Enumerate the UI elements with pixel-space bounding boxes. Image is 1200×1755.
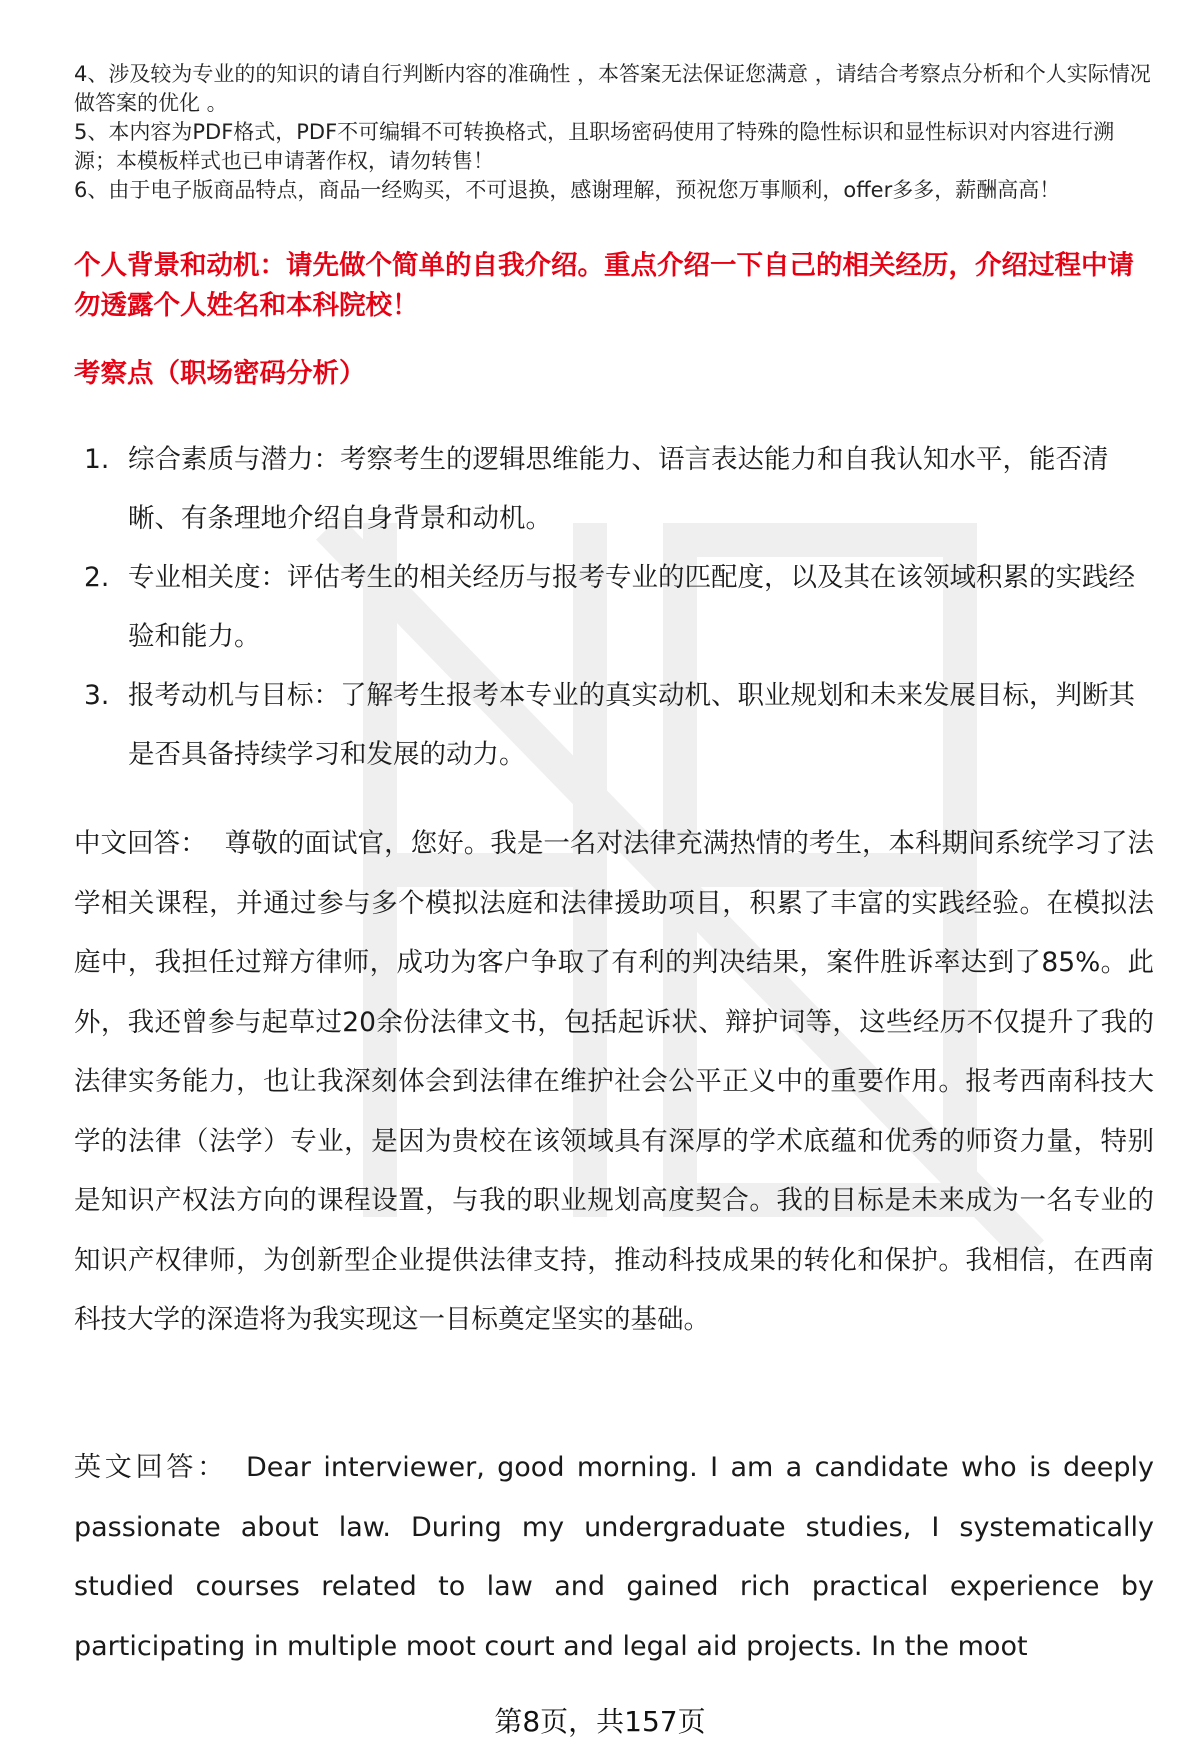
key-point-text: 综合素质与潜力：考察考生的逻辑思维能力、语言表达能力和自我认知水平，能否清晰、有条理地介绍自身背景和动机。	[128, 444, 1109, 534]
key-point-item	[74, 666, 1154, 784]
english-answer-text: Dear interviewer, good morning. I am a candidate who is deeply passionate about law. During my undergraduate studies, I systematically studied courses related to law and gained rich practical experience by participating in multiple moot court and legal aid projects. In the moot	[74, 1452, 1154, 1662]
question-heading: 个人背景和动机：请先做个简单的自我介绍。重点介绍一下自己的相关经历，介绍过程中请勿透露个人姓名和本科院校！	[74, 250, 1134, 321]
page-number-footer: 第8页，共157页	[494, 1705, 706, 1738]
notes-section	[74, 60, 1154, 205]
english-answer-label: 英文回答：	[74, 1452, 228, 1483]
chinese-answer-label: 中文回答：	[74, 828, 207, 859]
english-answer	[74, 1438, 1154, 1676]
key-point-number: 3.	[84, 680, 110, 711]
chinese-answer-text: 尊敬的面试官，您好。我是一名对法律充满热情的考生，本科期间系统学习了法学相关课程，并通过参与多个模拟法庭和法律援助项目，积累了丰富的实践经验。在模拟法庭中，我担任过辩方律师，成功为客户争取了有利的判决结果，案件胜诉率达到了85%。此外，我还曾参与起草过20余份法律文书，包括起诉状、辩护词等，这些经历不仅提升了我的法律实务能力，也让我深刻体会到法律在维护社会公平正义中的重要作用。报考西南科技大学的法律（法学）专业，是因为贵校在该领域具有深厚的学术底蕴和优秀的师资力量，特别是知识产权法方向的课程设置，与我的职业规划高度契合。我的目标是未来成为一名专业的知识产权律师，为创新型企业提供法律支持，推动科技成果的转化和保护。我相信，在西南科技大学的深造将为我实现这一目标奠定坚实的基础。	[74, 828, 1155, 1335]
key-point-number: 1.	[84, 444, 110, 475]
note-6: 6、由于电子版商品特点，商品一经购买，不可退换，感谢理解，预祝您万事顺利，offer多多，薪酬高高！	[74, 178, 1061, 202]
key-point-number: 2.	[84, 562, 110, 593]
key-point-text: 报考动机与目标：了解考生报考本专业的真实动机、职业规划和未来发展目标，判断其是否具备持续学习和发展的动力。	[128, 680, 1135, 770]
key-points-heading: 考察点（职场密码分析）	[74, 358, 366, 389]
key-points-list	[74, 430, 1154, 784]
key-point-text: 专业相关度：评估考生的相关经历与报考专业的匹配度，以及其在该领域积累的实践经验和能力。	[128, 562, 1135, 652]
note-4: 4、涉及较为专业的的知识的请自行判断内容的准确性 ，本答案无法保证您满意 ，请结合考察点分析和个人实际情况做答案的优化 。	[74, 62, 1151, 115]
note-5: 5、本内容为PDF格式，PDF不可编辑不可转换格式，且职场密码使用了特殊的隐性标识和显性标识对内容进行溯源；本模板样式也已申请著作权，请勿转售！	[74, 120, 1115, 173]
chinese-answer	[74, 814, 1154, 1350]
key-point-item	[74, 430, 1154, 548]
key-point-item	[74, 548, 1154, 666]
